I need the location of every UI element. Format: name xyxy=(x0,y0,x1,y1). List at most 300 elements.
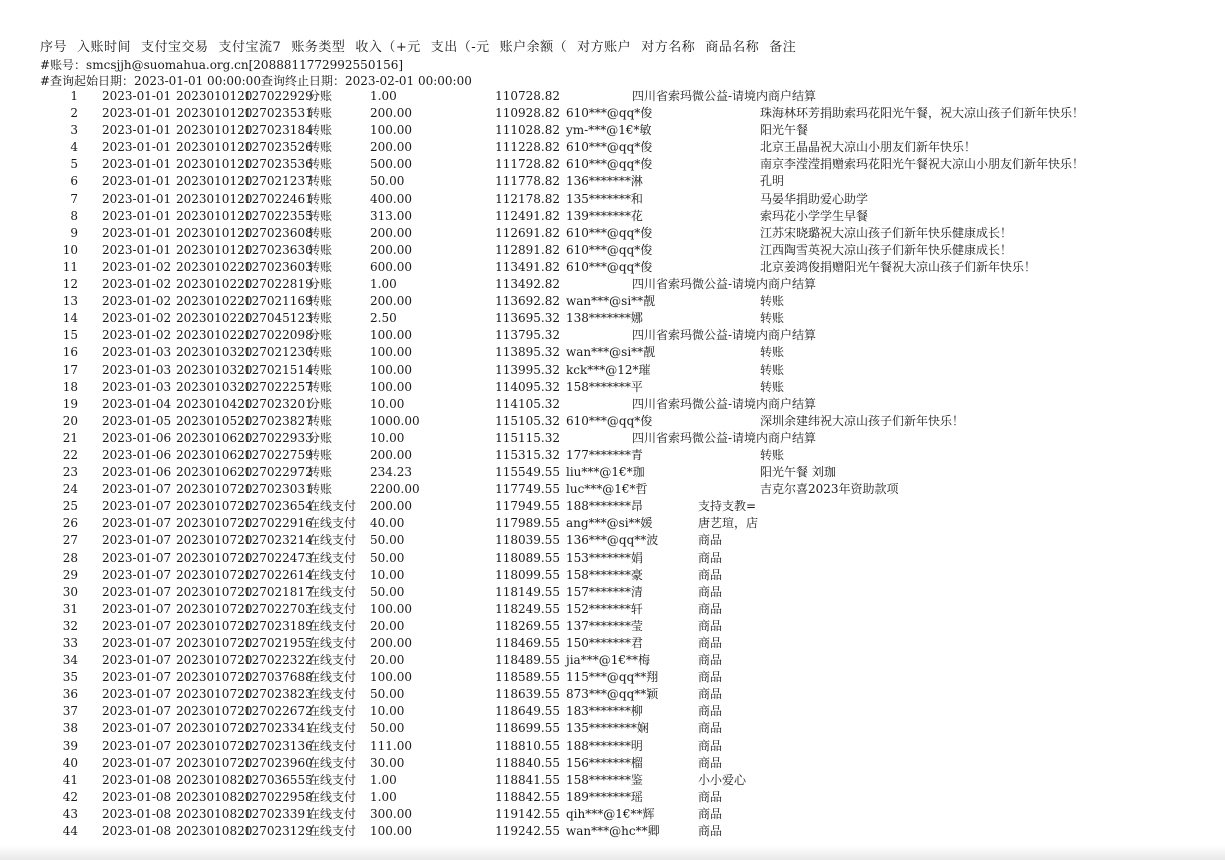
cell-seq: 35 xyxy=(62,670,78,685)
cell-bal: 113491.82 xyxy=(495,259,560,274)
cell-goods: 商品 xyxy=(698,806,723,821)
cell-in: 10.00 xyxy=(370,704,405,719)
cell-in: 50.00 xyxy=(370,174,405,189)
cell-in: 100.00 xyxy=(370,362,412,377)
cell-acct: 610***@qq*俊 xyxy=(566,225,653,240)
cell-seq: 34 xyxy=(62,653,78,668)
cell-time: 2023-01-07 xyxy=(102,499,172,514)
cell-time: 2023-01-02 xyxy=(102,311,172,326)
cell-seq: 39 xyxy=(62,738,78,753)
cell-acct: 610***@qq*俊 xyxy=(566,106,653,121)
cell-goods: 商品 xyxy=(698,824,723,839)
table-row xyxy=(0,362,1225,379)
cell-note: 转账 xyxy=(760,294,785,309)
cell-seq: 43 xyxy=(62,806,78,821)
cell-seq: 9 xyxy=(70,225,78,240)
cell-bal: 115115.32 xyxy=(495,430,560,445)
cell-acct: kck***@12*璀 xyxy=(566,362,651,377)
table-row xyxy=(0,703,1225,720)
cell-type: 转账 xyxy=(308,294,333,309)
cell-flow: 127022703 xyxy=(244,601,313,616)
header-cell: 支付宝交易 xyxy=(141,40,209,55)
cell-seq: 13 xyxy=(62,294,78,309)
table-row xyxy=(0,276,1225,293)
cell-flow: 127023031 xyxy=(244,482,313,497)
cell-time: 2023-01-07 xyxy=(102,653,172,668)
cell-bal: 111728.82 xyxy=(495,157,560,172)
table-row xyxy=(0,139,1225,156)
cell-type: 转账 xyxy=(308,174,333,189)
cell-in: 100.00 xyxy=(370,824,412,839)
cell-time: 2023-01-05 xyxy=(102,413,172,428)
cell-in: 2200.00 xyxy=(370,482,420,497)
cell-goods: 支持支教= xyxy=(698,499,757,514)
cell-time: 2023-01-08 xyxy=(102,789,172,804)
cell-flow: 127022759 xyxy=(244,447,313,462)
cell-bal: 118149.55 xyxy=(495,584,560,599)
cell-type: 转账 xyxy=(308,242,333,257)
cell-seq: 4 xyxy=(70,140,78,155)
cell-seq: 18 xyxy=(62,379,78,394)
cell-tx: 2023010720 xyxy=(176,721,253,736)
cell-seq: 21 xyxy=(62,430,78,445)
cell-tx: 2023010720 xyxy=(176,533,253,548)
cell-in: 20.00 xyxy=(370,618,405,633)
header-cell: 账务类型 xyxy=(291,40,346,55)
cell-type: 转账 xyxy=(308,447,333,462)
cell-bal: 115549.55 xyxy=(495,465,560,480)
cell-seq: 12 xyxy=(62,277,78,292)
cell-bal: 118842.55 xyxy=(495,789,560,804)
cell-flow: 127022929 xyxy=(244,89,313,103)
table-row xyxy=(0,481,1225,498)
cell-flow: 127023201 xyxy=(244,396,313,411)
cell-in: 111.00 xyxy=(370,738,412,753)
cell-in: 200.00 xyxy=(370,225,412,240)
cell-tx: 2023010720 xyxy=(176,482,253,497)
cell-acct: 610***@qq*俊 xyxy=(566,259,653,274)
cell-type: 转账 xyxy=(308,465,333,480)
cell-flow: 127023823 xyxy=(244,687,313,702)
cell-flow: 127023630 xyxy=(244,242,313,257)
cell-in: 10.00 xyxy=(370,567,405,582)
table-row xyxy=(0,156,1225,173)
header-cell: 序号 xyxy=(40,40,68,55)
cell-seq: 8 xyxy=(70,208,78,223)
header-cell: 商品名称 xyxy=(705,40,760,55)
table-row xyxy=(0,447,1225,464)
cell-in: 200.00 xyxy=(370,499,412,514)
cell-acct: wan***@si**靓 xyxy=(566,294,656,309)
cell-tx: 2023010720 xyxy=(176,755,253,770)
cell-type: 转账 xyxy=(308,311,333,326)
cell-flow: 127022916 xyxy=(244,516,313,531)
cell-tx: 2023010220 xyxy=(176,277,253,292)
cell-in: 10.00 xyxy=(370,396,405,411)
cell-in: 1.00 xyxy=(370,89,397,103)
cell-bal: 114105.32 xyxy=(495,396,560,411)
cell-goods: 商品 xyxy=(698,636,723,650)
cell-type: 在线支付 xyxy=(308,584,357,599)
table-row xyxy=(0,173,1225,190)
cell-time: 2023-01-07 xyxy=(102,721,172,736)
cell-bal: 118089.55 xyxy=(495,550,560,565)
cell-tx: 2023010620 xyxy=(176,465,253,480)
table-row xyxy=(0,635,1225,652)
cell-note: 深圳余建纬祝大凉山孩子们新年快乐！ xyxy=(760,413,965,428)
table-row xyxy=(0,464,1225,481)
cell-type: 转账 xyxy=(308,123,333,138)
cell-seq: 1 xyxy=(70,89,78,103)
cell-flow: 127021237 xyxy=(244,174,313,189)
cell-flow: 127045123 xyxy=(244,311,313,326)
cell-tx: 2023010820 xyxy=(176,772,253,787)
table-row xyxy=(0,122,1225,139)
cell-in: 200.00 xyxy=(370,447,412,462)
cell-bal: 113795.32 xyxy=(495,328,560,343)
cell-tx: 2023010820 xyxy=(176,824,253,839)
cell-acct: 610***@qq*俊 xyxy=(566,413,653,428)
table-row xyxy=(0,806,1225,823)
cell-seq: 5 xyxy=(70,157,78,172)
cell-flow: 127021169 xyxy=(244,294,313,309)
table-row xyxy=(0,225,1225,242)
cell-flow: 127023608 xyxy=(244,225,313,240)
cell-acct: luc***@1€*哲 xyxy=(566,482,648,497)
cell-bal: 118699.55 xyxy=(495,721,560,736)
cell-tx: 2023010320 xyxy=(176,379,253,394)
cell-tx: 2023010120 xyxy=(176,174,253,189)
cell-in: 200.00 xyxy=(370,294,412,309)
cell-type: 在线支付 xyxy=(308,601,357,616)
cell-tx: 2023010120 xyxy=(176,89,253,103)
cell-tx: 2023010720 xyxy=(176,687,253,702)
table-row xyxy=(0,498,1225,515)
table-row xyxy=(0,532,1225,549)
table-row xyxy=(0,755,1225,772)
page-bottom-edge xyxy=(0,845,1225,860)
cell-in: 1.00 xyxy=(370,789,397,804)
cell-seq: 16 xyxy=(62,345,78,360)
cell-note: 转账 xyxy=(760,311,785,326)
cell-acct: ym-***@1€*敏 xyxy=(566,123,652,138)
cell-type: 在线支付 xyxy=(308,824,357,839)
cell-acct: 153*******娟 xyxy=(566,550,643,565)
cell-flow: 127023391 xyxy=(244,806,313,821)
cell-time: 2023-01-01 xyxy=(102,89,172,103)
header-cell: 对方账户 xyxy=(577,40,632,55)
cell-time: 2023-01-03 xyxy=(102,362,172,377)
cell-bal: 112891.82 xyxy=(495,242,560,257)
cell-time: 2023-01-01 xyxy=(102,174,172,189)
cell-flow: 127023827 xyxy=(244,413,313,428)
cell-time: 2023-01-07 xyxy=(102,738,172,753)
cell-type: 在线支付 xyxy=(308,806,357,821)
cell-flow: 127023136 xyxy=(244,738,313,753)
cell-acct: 158*******平 xyxy=(566,379,643,394)
cell-tx: 2023010720 xyxy=(176,567,253,582)
cell-time: 2023-01-07 xyxy=(102,533,172,548)
cell-in: 50.00 xyxy=(370,687,405,702)
cell-time: 2023-01-07 xyxy=(102,584,172,599)
cell-in: 20.00 xyxy=(370,653,405,668)
table-row xyxy=(0,772,1225,789)
cell-tx: 2023010120 xyxy=(176,106,253,121)
cell-bal: 111228.82 xyxy=(495,140,560,155)
cell-in: 234.23 xyxy=(370,465,412,480)
query-range-line: #查询起始日期：2023-01-01 00:00:00查询终止日期：2023-02-01 00:00:00 xyxy=(40,74,472,88)
cell-tx: 2023010720 xyxy=(176,618,253,633)
cell-type: 分账 xyxy=(308,328,333,343)
cell-seq: 20 xyxy=(62,413,78,428)
cell-time: 2023-01-01 xyxy=(102,208,172,223)
cell-bal: 118841.55 xyxy=(495,772,560,787)
cell-goods: 商品 xyxy=(698,670,723,685)
cell-bal: 113895.32 xyxy=(495,345,560,360)
cell-bal: 118649.55 xyxy=(495,704,560,719)
cell-goods: 商品 xyxy=(698,584,723,599)
cell-seq: 23 xyxy=(62,465,78,480)
cell-tx: 2023010720 xyxy=(176,738,253,753)
cell-tx: 2023010120 xyxy=(176,140,253,155)
cell-time: 2023-01-02 xyxy=(102,294,172,309)
cell-tx: 2023010220 xyxy=(176,311,253,326)
cell-in: 100.00 xyxy=(370,123,412,138)
cell-tx: 2023010720 xyxy=(176,653,253,668)
cell-flow: 127023531 xyxy=(244,106,313,121)
cell-acct: 610***@qq*俊 xyxy=(566,157,653,172)
table-row xyxy=(0,618,1225,635)
header-cell: 入账时间 xyxy=(77,40,132,55)
cell-bal: 119242.55 xyxy=(495,824,560,839)
cell-seq: 42 xyxy=(62,789,78,804)
cell-note: 阳光午餐 xyxy=(760,123,809,138)
cell-flow: 127022098 xyxy=(244,328,313,343)
cell-flow: 127022972 xyxy=(244,465,313,480)
cell-seq: 27 xyxy=(62,533,78,548)
cell-bal: 110928.82 xyxy=(495,106,560,121)
cell-seq: 10 xyxy=(62,242,78,257)
header-cell: 支出（-元 xyxy=(430,40,490,55)
cell-bal: 118249.55 xyxy=(495,601,560,616)
cell-bal: 118469.55 xyxy=(495,636,560,650)
cell-bal: 117989.55 xyxy=(495,516,560,531)
table-row xyxy=(0,686,1225,703)
cell-seq: 29 xyxy=(62,567,78,582)
cell-bal: 118639.55 xyxy=(495,687,560,702)
cell-flow: 127023189 xyxy=(244,618,313,633)
cell-name: 四川省索玛微公益-请境内商户结算 xyxy=(632,277,817,292)
cell-time: 2023-01-07 xyxy=(102,567,172,582)
cell-type: 转账 xyxy=(308,362,333,377)
cell-acct: 139*******花 xyxy=(566,208,643,223)
table-row xyxy=(0,105,1225,122)
cell-tx: 2023010320 xyxy=(176,362,253,377)
cell-type: 转账 xyxy=(308,413,333,428)
cell-acct: 135*******和 xyxy=(566,191,643,206)
cell-type: 分账 xyxy=(308,89,333,103)
cell-flow: 127022672 xyxy=(244,704,313,719)
table-row xyxy=(0,396,1225,413)
cell-seq: 17 xyxy=(62,362,78,377)
cell-seq: 40 xyxy=(62,755,78,770)
table-row xyxy=(0,310,1225,327)
cell-in: 200.00 xyxy=(370,242,412,257)
cell-note: 吉克尔喜2023年资助款项 xyxy=(760,482,899,497)
cell-acct: 183*******柳 xyxy=(566,704,643,719)
cell-time: 2023-01-06 xyxy=(102,447,172,462)
cell-goods: 商品 xyxy=(698,567,723,582)
cell-bal: 119142.55 xyxy=(495,806,560,821)
cell-flow: 127022819 xyxy=(244,277,313,292)
cell-time: 2023-01-01 xyxy=(102,242,172,257)
cell-in: 500.00 xyxy=(370,157,412,172)
cell-bal: 113492.82 xyxy=(495,277,560,292)
cell-seq: 14 xyxy=(62,311,78,326)
cell-flow: 127037688 xyxy=(244,670,313,685)
cell-flow: 127022355 xyxy=(244,208,313,223)
cell-goods: 商品 xyxy=(698,601,723,616)
cell-seq: 44 xyxy=(62,824,78,839)
cell-in: 200.00 xyxy=(370,140,412,155)
cell-acct: jia***@1€**梅 xyxy=(566,653,650,668)
cell-seq: 6 xyxy=(70,174,78,189)
cell-seq: 37 xyxy=(62,704,78,719)
cell-acct: 152*******轩 xyxy=(566,601,643,616)
cell-tx: 2023010720 xyxy=(176,670,253,685)
cell-acct: 156*******榴 xyxy=(566,755,643,770)
table-row xyxy=(0,344,1225,361)
cell-acct: 115***@qq**翔 xyxy=(566,670,659,685)
cell-acct: wan***@si**靓 xyxy=(566,345,656,360)
cell-flow: 127023129 xyxy=(244,824,313,839)
cell-goods: 商品 xyxy=(698,550,723,565)
cell-time: 2023-01-06 xyxy=(102,465,172,480)
cell-time: 2023-01-02 xyxy=(102,259,172,274)
cell-tx: 2023010720 xyxy=(176,550,253,565)
cell-acct: 157*******清 xyxy=(566,584,643,599)
cell-tx: 2023010320 xyxy=(176,345,253,360)
cell-tx: 2023010720 xyxy=(176,499,253,514)
cell-acct: 136*******淋 xyxy=(566,174,643,189)
cell-acct: 158*******鉴 xyxy=(566,772,643,787)
cell-tx: 2023010220 xyxy=(176,328,253,343)
cell-bal: 118099.55 xyxy=(495,567,560,582)
table-row xyxy=(0,550,1225,567)
cell-time: 2023-01-02 xyxy=(102,328,172,343)
cell-type: 在线支付 xyxy=(308,738,357,753)
cell-tx: 2023010120 xyxy=(176,208,253,223)
cell-bal: 118810.55 xyxy=(495,738,560,753)
cell-time: 2023-01-01 xyxy=(102,140,172,155)
cell-time: 2023-01-03 xyxy=(102,345,172,360)
cell-tx: 2023010120 xyxy=(176,225,253,240)
cell-seq: 11 xyxy=(62,259,78,274)
cell-note: 江苏宋晓璐祝大凉山孩子们新年快乐健康成长！ xyxy=(760,225,1013,240)
cell-flow: 127022257 xyxy=(244,379,313,394)
cell-in: 200.00 xyxy=(370,636,412,650)
cell-time: 2023-01-01 xyxy=(102,191,172,206)
cell-seq: 26 xyxy=(62,516,78,531)
cell-type: 在线支付 xyxy=(308,721,357,736)
table-row xyxy=(0,669,1225,686)
table-row xyxy=(0,293,1225,310)
cell-in: 40.00 xyxy=(370,516,405,531)
cell-acct: 137*******莹 xyxy=(566,618,643,633)
cell-tx: 2023010420 xyxy=(176,396,253,411)
cell-in: 1000.00 xyxy=(370,413,420,428)
cell-note: 转账 xyxy=(760,379,785,394)
table-row xyxy=(0,584,1225,601)
cell-seq: 25 xyxy=(62,499,78,514)
cell-in: 2.50 xyxy=(370,311,397,326)
cell-seq: 31 xyxy=(62,601,78,616)
cell-type: 在线支付 xyxy=(308,755,357,770)
cell-tx: 2023010620 xyxy=(176,447,253,462)
cell-type: 转账 xyxy=(308,140,333,155)
cell-time: 2023-01-08 xyxy=(102,824,172,839)
cell-tx: 2023010120 xyxy=(176,123,253,138)
cell-time: 2023-01-07 xyxy=(102,755,172,770)
cell-flow: 127022461 xyxy=(244,191,313,206)
cell-seq: 22 xyxy=(62,447,78,462)
cell-goods: 商品 xyxy=(698,704,723,719)
cell-flow: 127023214 xyxy=(244,533,313,548)
cell-flow: 127021955 xyxy=(244,636,313,650)
cell-note: 转账 xyxy=(760,447,785,462)
cell-type: 在线支付 xyxy=(308,636,357,650)
cell-bal: 113692.82 xyxy=(495,294,560,309)
cell-type: 在线支付 xyxy=(308,704,357,719)
cell-flow: 127022933 xyxy=(244,430,313,445)
cell-bal: 113995.32 xyxy=(495,362,560,377)
cell-goods: 商品 xyxy=(698,755,723,770)
cell-time: 2023-01-01 xyxy=(102,225,172,240)
cell-bal: 117749.55 xyxy=(495,482,560,497)
cell-in: 200.00 xyxy=(370,106,412,121)
cell-tx: 2023010720 xyxy=(176,584,253,599)
table-row xyxy=(0,823,1225,840)
cell-goods: 商品 xyxy=(698,653,723,668)
cell-flow: 127036555 xyxy=(244,772,313,787)
cell-seq: 38 xyxy=(62,721,78,736)
cell-flow: 127023654 xyxy=(244,499,313,514)
cell-note: 南京李滢滢捐赠索玛花阳光午餐祝大凉山小朋友们新年快乐！ xyxy=(760,157,1085,172)
cell-time: 2023-01-07 xyxy=(102,601,172,616)
cell-goods: 商品 xyxy=(698,618,723,633)
cell-name: 四川省索玛微公益-请境内商户结算 xyxy=(632,430,817,445)
cell-tx: 2023010720 xyxy=(176,704,253,719)
cell-goods: 唐艺瑄，店 xyxy=(698,516,759,531)
cell-note: 珠海林环芳捐助索玛花阳光午餐，祝大凉山孩子们新年快乐！ xyxy=(760,106,1085,121)
cell-tx: 2023010120 xyxy=(176,191,253,206)
cell-tx: 2023010120 xyxy=(176,242,253,257)
cell-type: 在线支付 xyxy=(308,670,357,685)
cell-in: 300.00 xyxy=(370,806,412,821)
cell-time: 2023-01-03 xyxy=(102,379,172,394)
cell-bal: 115105.32 xyxy=(495,413,560,428)
cell-type: 在线支付 xyxy=(308,789,357,804)
cell-time: 2023-01-07 xyxy=(102,704,172,719)
cell-name: 四川省索玛微公益-请境内商户结算 xyxy=(632,396,817,411)
cell-acct: qih***@1€**辉 xyxy=(566,806,655,821)
cell-acct: 158*******豪 xyxy=(566,567,643,582)
table-row xyxy=(0,379,1225,396)
table-row xyxy=(0,567,1225,584)
cell-bal: 118269.55 xyxy=(495,618,560,633)
cell-seq: 32 xyxy=(62,618,78,633)
table-row xyxy=(0,413,1225,430)
